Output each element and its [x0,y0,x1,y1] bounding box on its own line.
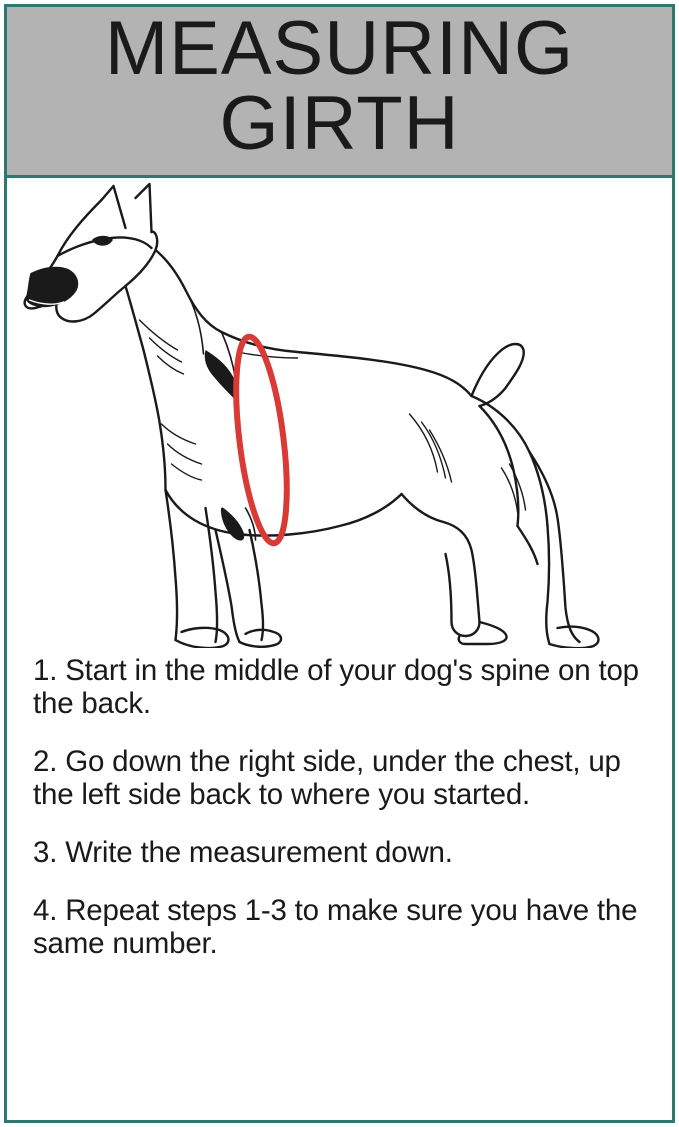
dog-diagram-svg [7,178,672,648]
measuring-girth-card [4,4,675,1123]
elbow-marking [221,507,244,540]
instruction-step-2: 2. Go down the right side, under the chest, up the left side back to where you started. [33,744,621,811]
instruction-step-1: 1. Start in the middle of your dog's spine on top the back. [33,653,639,720]
girth-measuring-line [227,334,296,546]
page-title-line-1: MEASURING [104,6,575,91]
instruction-step-4: 4. Repeat steps 1-3 to make sure you have the same number. [33,894,638,961]
dog-illustration [7,178,672,648]
page-title-line-2: GIRTH [219,80,460,166]
instructions-list [7,648,672,1120]
instruction-step-3: 3. Write the measurement down. [33,836,453,870]
title-bar [7,7,672,178]
